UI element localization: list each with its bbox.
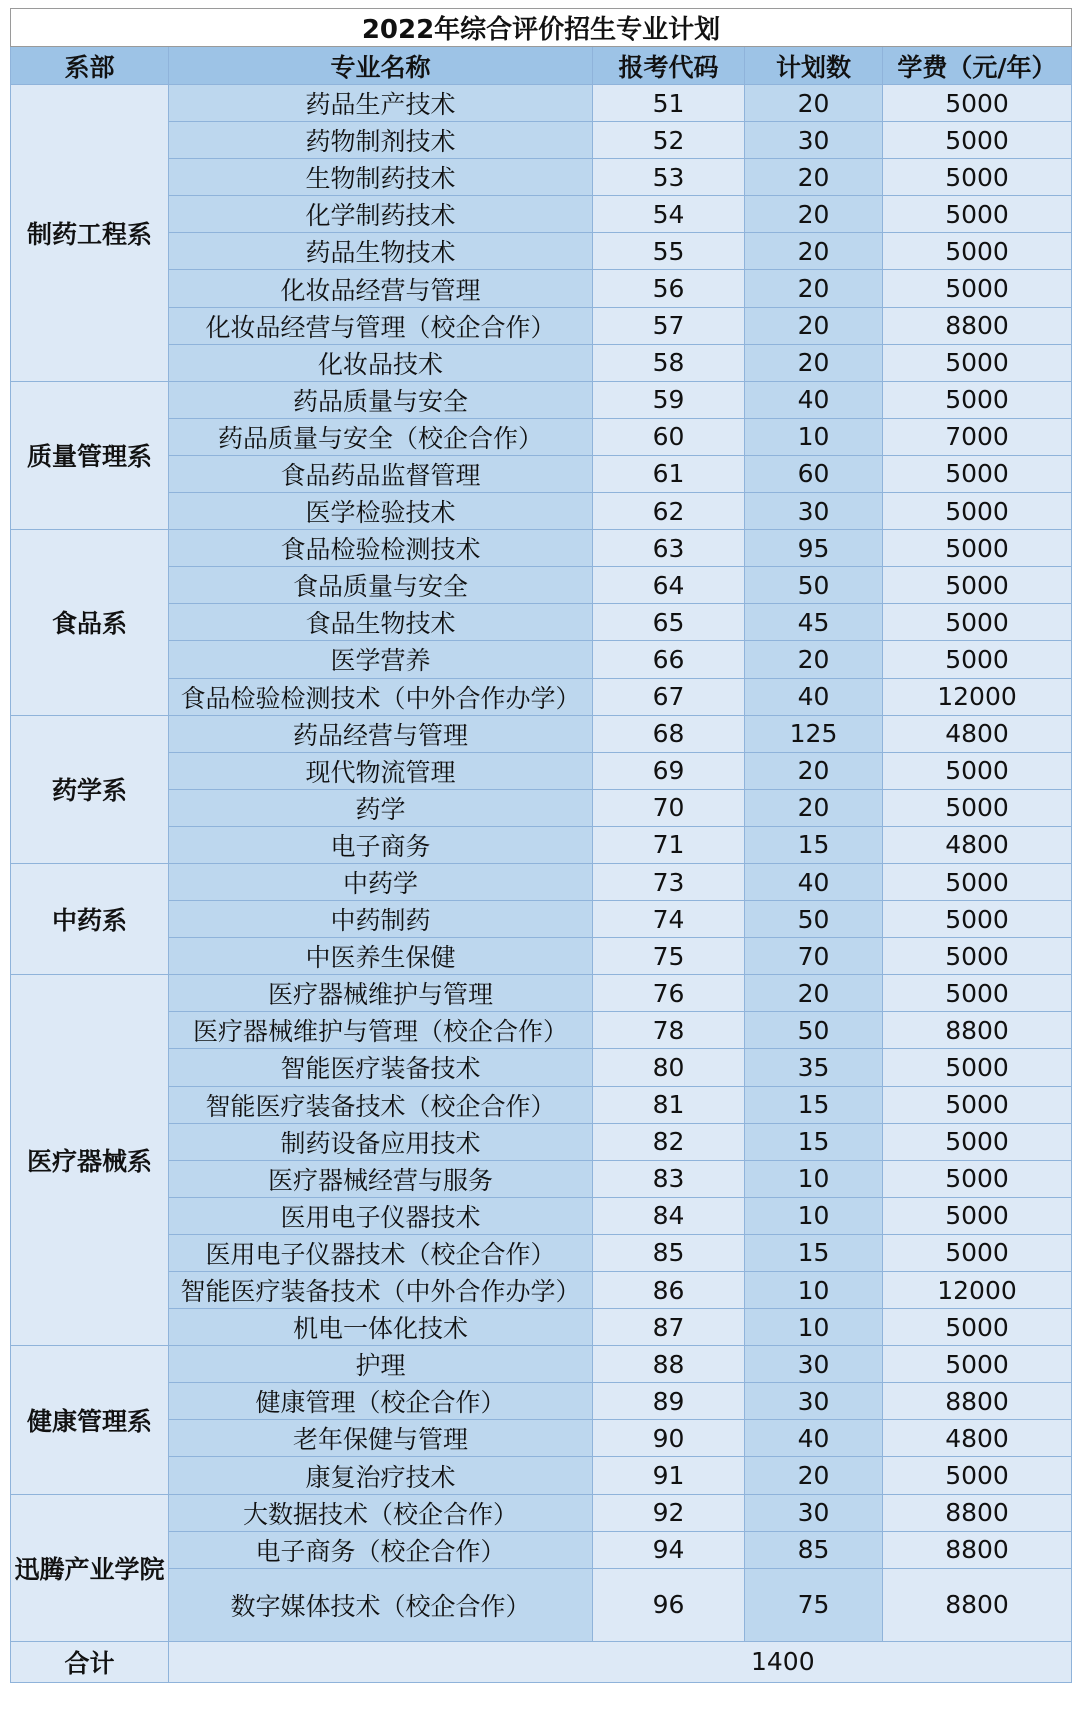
table-row: [11, 715, 1072, 752]
major-name-cell: 药品质量与安全（校企合作）: [169, 418, 593, 455]
tuition-cell: 5000: [883, 344, 1072, 381]
table-row: [11, 1086, 1072, 1123]
code-cell: 67: [593, 678, 745, 715]
table-row: [11, 1123, 1072, 1160]
code-cell: 96: [593, 1568, 745, 1641]
plan-count-cell: 15: [745, 1234, 883, 1271]
table-row: [11, 1309, 1072, 1346]
enrollment-plan-document: [10, 8, 1071, 1683]
plan-count-cell: 85: [745, 1531, 883, 1568]
tuition-cell: 5000: [883, 863, 1072, 900]
table-row: [11, 1346, 1072, 1383]
tuition-cell: 5000: [883, 196, 1072, 233]
major-name-cell: 药品经营与管理: [169, 715, 593, 752]
major-name-cell: 化妆品技术: [169, 344, 593, 381]
table-row: [11, 975, 1072, 1012]
code-cell: 57: [593, 307, 745, 344]
tuition-cell: 5000: [883, 1049, 1072, 1086]
dept-cell: 质量管理系: [11, 381, 169, 529]
plan-count-cell: 50: [745, 1012, 883, 1049]
major-name-cell: 化学制药技术: [169, 196, 593, 233]
table-row: [11, 1160, 1072, 1197]
header-dept: 系部: [11, 47, 169, 85]
major-name-cell: 化妆品经营与管理: [169, 270, 593, 307]
tuition-cell: 4800: [883, 826, 1072, 863]
code-cell: 86: [593, 1272, 745, 1309]
plan-count-cell: 75: [745, 1568, 883, 1641]
plan-count-cell: 30: [745, 493, 883, 530]
tuition-cell: 5000: [883, 975, 1072, 1012]
table-row: [11, 604, 1072, 641]
tuition-cell: 5000: [883, 567, 1072, 604]
major-name-cell: 医疗器械维护与管理: [169, 975, 593, 1012]
major-name-cell: 老年保健与管理: [169, 1420, 593, 1457]
code-cell: 62: [593, 493, 745, 530]
code-cell: 60: [593, 418, 745, 455]
plan-count-cell: 20: [745, 975, 883, 1012]
table-row: [11, 85, 1072, 122]
table-row: [11, 901, 1072, 938]
plan-count-cell: 20: [745, 233, 883, 270]
tuition-cell: 8800: [883, 1383, 1072, 1420]
major-name-cell: 医疗器械维护与管理（校企合作）: [169, 1012, 593, 1049]
code-cell: 84: [593, 1197, 745, 1234]
code-cell: 83: [593, 1160, 745, 1197]
table-row: [11, 307, 1072, 344]
tuition-cell: 5000: [883, 1197, 1072, 1234]
plan-count-cell: 30: [745, 122, 883, 159]
code-cell: 71: [593, 826, 745, 863]
major-name-cell: 数字媒体技术（校企合作）: [169, 1568, 593, 1641]
major-name-cell: 智能医疗装备技术（中外合作办学）: [169, 1272, 593, 1309]
table-row: [11, 641, 1072, 678]
table-row: [11, 1383, 1072, 1420]
code-cell: 69: [593, 752, 745, 789]
code-cell: 64: [593, 567, 745, 604]
code-cell: 61: [593, 455, 745, 492]
table-body: [11, 85, 1072, 1642]
plan-count-cell: 10: [745, 1160, 883, 1197]
code-cell: 52: [593, 122, 745, 159]
code-cell: 65: [593, 604, 745, 641]
code-cell: 58: [593, 344, 745, 381]
tuition-cell: 7000: [883, 418, 1072, 455]
major-name-cell: 药品质量与安全: [169, 381, 593, 418]
table-row: [11, 1494, 1072, 1531]
major-name-cell: 医疗器械经营与服务: [169, 1160, 593, 1197]
table-row: [11, 270, 1072, 307]
code-cell: 70: [593, 789, 745, 826]
code-cell: 74: [593, 901, 745, 938]
dept-cell: 中药系: [11, 863, 169, 974]
plan-count-cell: 10: [745, 1197, 883, 1234]
major-name-cell: 食品检验检测技术: [169, 530, 593, 567]
tuition-cell: 5000: [883, 604, 1072, 641]
tuition-cell: 8800: [883, 307, 1072, 344]
plan-count-cell: 20: [745, 344, 883, 381]
tuition-cell: 5000: [883, 1086, 1072, 1123]
plan-count-cell: 20: [745, 85, 883, 122]
tuition-cell: 12000: [883, 678, 1072, 715]
code-cell: 89: [593, 1383, 745, 1420]
tuition-cell: 8800: [883, 1494, 1072, 1531]
tuition-cell: 5000: [883, 85, 1072, 122]
major-name-cell: 智能医疗装备技术（校企合作）: [169, 1086, 593, 1123]
plan-count-cell: 30: [745, 1346, 883, 1383]
tuition-cell: 5000: [883, 1457, 1072, 1494]
code-cell: 56: [593, 270, 745, 307]
plan-count-cell: 15: [745, 826, 883, 863]
tuition-cell: 5000: [883, 1160, 1072, 1197]
header-tuition: 学费（元/年）: [883, 47, 1072, 85]
enrollment-plan-table: [10, 8, 1072, 1683]
tuition-cell: 5000: [883, 1234, 1072, 1271]
major-name-cell: 制药设备应用技术: [169, 1123, 593, 1160]
plan-count-cell: 20: [745, 752, 883, 789]
plan-count-cell: 60: [745, 455, 883, 492]
code-cell: 88: [593, 1346, 745, 1383]
table-row: [11, 418, 1072, 455]
total-label: 合计: [11, 1641, 169, 1682]
major-name-cell: 食品药品监督管理: [169, 455, 593, 492]
table-row: [11, 1568, 1072, 1641]
major-name-cell: 康复治疗技术: [169, 1457, 593, 1494]
table-row: [11, 196, 1072, 233]
plan-count-cell: 125: [745, 715, 883, 752]
plan-count-cell: 20: [745, 196, 883, 233]
table-row: [11, 1012, 1072, 1049]
code-cell: 85: [593, 1234, 745, 1271]
table-row: [11, 938, 1072, 975]
major-name-cell: 医学检验技术: [169, 493, 593, 530]
tuition-cell: 5000: [883, 233, 1072, 270]
code-cell: 87: [593, 1309, 745, 1346]
code-cell: 78: [593, 1012, 745, 1049]
code-cell: 55: [593, 233, 745, 270]
plan-count-cell: 10: [745, 418, 883, 455]
tuition-cell: 4800: [883, 1420, 1072, 1457]
major-name-cell: 食品质量与安全: [169, 567, 593, 604]
code-cell: 53: [593, 159, 745, 196]
code-cell: 63: [593, 530, 745, 567]
major-name-cell: 现代物流管理: [169, 752, 593, 789]
major-name-cell: 护理: [169, 1346, 593, 1383]
total-row: [11, 1641, 1072, 1682]
table-row: [11, 233, 1072, 270]
major-name-cell: 中药制药: [169, 901, 593, 938]
code-cell: 75: [593, 938, 745, 975]
code-cell: 82: [593, 1123, 745, 1160]
header-plan-count: 计划数: [745, 47, 883, 85]
tuition-cell: 5000: [883, 901, 1072, 938]
code-cell: 73: [593, 863, 745, 900]
dept-cell: 迅腾产业学院: [11, 1494, 169, 1641]
tuition-cell: 5000: [883, 493, 1072, 530]
major-name-cell: 机电一体化技术: [169, 1309, 593, 1346]
plan-count-cell: 40: [745, 1420, 883, 1457]
table-row: [11, 863, 1072, 900]
table-row: [11, 381, 1072, 418]
plan-count-cell: 45: [745, 604, 883, 641]
tuition-cell: 5000: [883, 641, 1072, 678]
tuition-cell: 4800: [883, 715, 1072, 752]
code-cell: 90: [593, 1420, 745, 1457]
plan-count-cell: 30: [745, 1494, 883, 1531]
plan-count-cell: 35: [745, 1049, 883, 1086]
tuition-cell: 5000: [883, 789, 1072, 826]
plan-count-cell: 20: [745, 159, 883, 196]
table-row: [11, 1457, 1072, 1494]
table-row: [11, 789, 1072, 826]
code-cell: 94: [593, 1531, 745, 1568]
plan-count-cell: 70: [745, 938, 883, 975]
major-name-cell: 食品生物技术: [169, 604, 593, 641]
table-row: [11, 1049, 1072, 1086]
major-name-cell: 药物制剂技术: [169, 122, 593, 159]
tuition-cell: 5000: [883, 381, 1072, 418]
dept-cell: 医疗器械系: [11, 975, 169, 1346]
plan-count-cell: 10: [745, 1272, 883, 1309]
major-name-cell: 药品生产技术: [169, 85, 593, 122]
tuition-cell: 8800: [883, 1012, 1072, 1049]
table-row: [11, 493, 1072, 530]
tuition-cell: 12000: [883, 1272, 1072, 1309]
major-name-cell: 药学: [169, 789, 593, 826]
plan-count-cell: 20: [745, 307, 883, 344]
code-cell: 91: [593, 1457, 745, 1494]
major-name-cell: 智能医疗装备技术: [169, 1049, 593, 1086]
major-name-cell: 医用电子仪器技术（校企合作）: [169, 1234, 593, 1271]
major-name-cell: 生物制药技术: [169, 159, 593, 196]
total-value: 1400: [169, 1641, 1072, 1682]
tuition-cell: 5000: [883, 270, 1072, 307]
tuition-cell: 5000: [883, 530, 1072, 567]
plan-count-cell: 20: [745, 641, 883, 678]
tuition-cell: 5000: [883, 752, 1072, 789]
plan-count-cell: 20: [745, 789, 883, 826]
major-name-cell: 医用电子仪器技术: [169, 1197, 593, 1234]
plan-count-cell: 10: [745, 1309, 883, 1346]
code-cell: 80: [593, 1049, 745, 1086]
tuition-cell: 5000: [883, 122, 1072, 159]
code-cell: 76: [593, 975, 745, 1012]
plan-count-cell: 40: [745, 678, 883, 715]
tuition-cell: 5000: [883, 938, 1072, 975]
table-row: [11, 1420, 1072, 1457]
table-title: 2022年综合评价招生专业计划: [11, 9, 1072, 47]
plan-count-cell: 30: [745, 1383, 883, 1420]
code-cell: 68: [593, 715, 745, 752]
plan-count-cell: 15: [745, 1123, 883, 1160]
dept-cell: 健康管理系: [11, 1346, 169, 1494]
major-name-cell: 大数据技术（校企合作）: [169, 1494, 593, 1531]
tuition-cell: 5000: [883, 1346, 1072, 1383]
plan-count-cell: 15: [745, 1086, 883, 1123]
plan-count-cell: 50: [745, 901, 883, 938]
header-major-name: 专业名称: [169, 47, 593, 85]
table-row: [11, 530, 1072, 567]
major-name-cell: 药品生物技术: [169, 233, 593, 270]
tuition-cell: 8800: [883, 1531, 1072, 1568]
major-name-cell: 食品检验检测技术（中外合作办学）: [169, 678, 593, 715]
major-name-cell: 化妆品经营与管理（校企合作）: [169, 307, 593, 344]
plan-count-cell: 40: [745, 863, 883, 900]
plan-count-cell: 50: [745, 567, 883, 604]
tuition-cell: 5000: [883, 1309, 1072, 1346]
code-cell: 51: [593, 85, 745, 122]
major-name-cell: 电子商务: [169, 826, 593, 863]
table-row: [11, 1197, 1072, 1234]
table-row: [11, 678, 1072, 715]
table-row: [11, 826, 1072, 863]
code-cell: 81: [593, 1086, 745, 1123]
tuition-cell: 8800: [883, 1568, 1072, 1641]
dept-cell: 食品系: [11, 530, 169, 715]
code-cell: 54: [593, 196, 745, 233]
table-row: [11, 344, 1072, 381]
tuition-cell: 5000: [883, 1123, 1072, 1160]
table-row: [11, 1272, 1072, 1309]
header-code: 报考代码: [593, 47, 745, 85]
table-row: [11, 455, 1072, 492]
dept-cell: 药学系: [11, 715, 169, 863]
plan-count-cell: 20: [745, 1457, 883, 1494]
code-cell: 66: [593, 641, 745, 678]
major-name-cell: 电子商务（校企合作）: [169, 1531, 593, 1568]
dept-cell: 制药工程系: [11, 85, 169, 382]
major-name-cell: 中医养生保健: [169, 938, 593, 975]
code-cell: 92: [593, 1494, 745, 1531]
table-row: [11, 752, 1072, 789]
table-row: [11, 567, 1072, 604]
table-row: [11, 1234, 1072, 1271]
plan-count-cell: 95: [745, 530, 883, 567]
major-name-cell: 医学营养: [169, 641, 593, 678]
plan-count-cell: 20: [745, 270, 883, 307]
tuition-cell: 5000: [883, 455, 1072, 492]
table-row: [11, 122, 1072, 159]
table-row: [11, 1531, 1072, 1568]
header-row: [11, 47, 1072, 85]
tuition-cell: 5000: [883, 159, 1072, 196]
table-row: [11, 159, 1072, 196]
plan-count-cell: 40: [745, 381, 883, 418]
major-name-cell: 健康管理（校企合作）: [169, 1383, 593, 1420]
code-cell: 59: [593, 381, 745, 418]
major-name-cell: 中药学: [169, 863, 593, 900]
